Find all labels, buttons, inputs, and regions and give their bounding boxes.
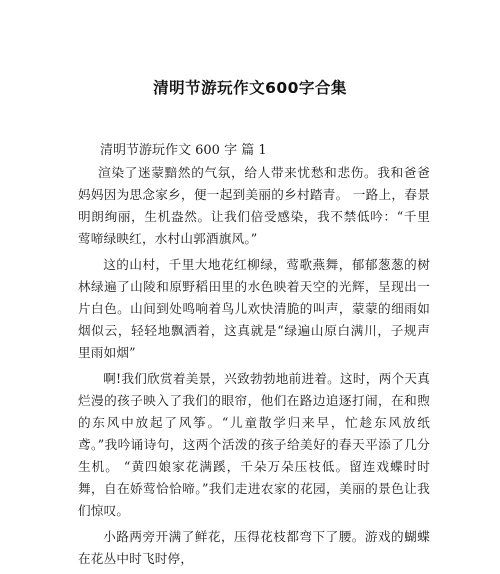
document-title: 清明节游玩作文600字合集: [153, 79, 347, 97]
section-heading: 清明节游玩作文 600 字 篇 1: [100, 143, 267, 158]
paragraph-2: 这的山村，千里大地花红柳绿，莺歌燕舞，郁郁葱葱的树林绿遍了山陵和原野稻田里的水色映着天空的光辉，呈现出一片白色。山间到处鸣响着鸟儿欢快清脆的叫声，蒙蒙的细雨如烟似云，轻轻地飘洒着，这真就是“绿遍山原白满川，子规声里雨如烟”: [78, 257, 430, 360]
paragraph-3: 啊!我们欣赏着美景，兴致勃勃地前进着。这时，两个天真烂漫的孩子映入了我们的眼帘，他们在路边追逐打闹，在和煦的东风中放起了风筝。“儿童散学归来早，忙趁东风放纸鸢。”我吟诵诗句，这两个活泼的孩子给美好的春天平添了几分生机。 “黄四娘家花满蹊，千朵万朵压枝低。留连戏蝶时时舞，自在娇莺恰恰啼。”我们走进农家的花园，美丽的景色让我们惊叹。: [78, 371, 430, 518]
paragraph-1: 渲染了迷蒙黯然的气氛，给人带来忧愁和悲伤。我和爸爸妈妈因为思念家乡，便一起到美丽的乡村踏青。 一路上，春景明朗绚丽，生机盎然。让我们倍受感染，我不禁低吟：“千里莺啼绿映红，水村山郭酒旗风。”: [78, 165, 430, 246]
article-body: [78, 162, 430, 574]
paragraph-4: 小路两旁开满了鲜花，压得花枝都弯下了腰。游戏的蝴蝶在花丛中时飞时停，: [78, 529, 430, 566]
